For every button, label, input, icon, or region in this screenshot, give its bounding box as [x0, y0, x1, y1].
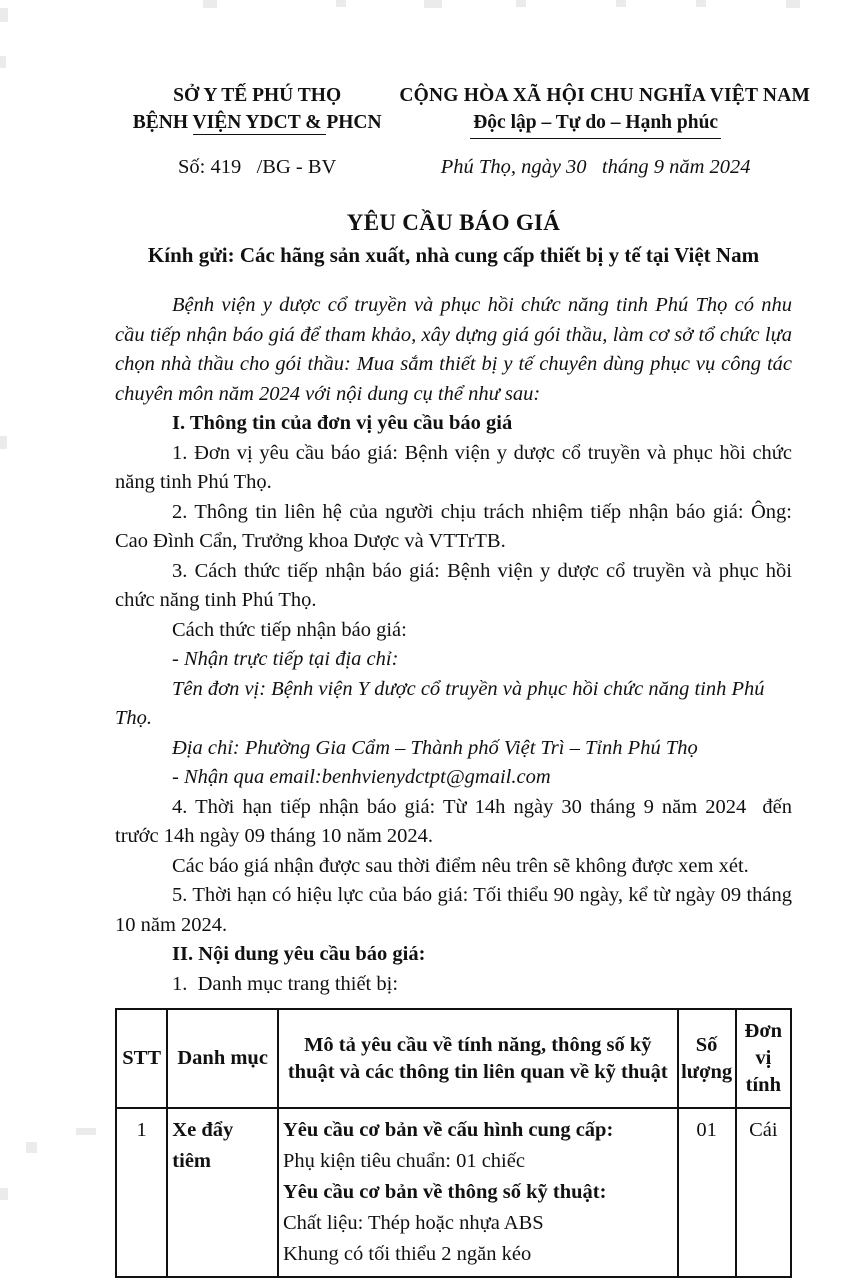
document-title: YÊU CẦU BÁO GIÁ [346, 210, 561, 235]
paragraph-item-4: 4. Thời hạn tiếp nhận báo giá: Từ 14h ngày 30 tháng 9 năm 2024 đến trước 14h ngày 09 tháng 10 năm 2024. [115, 795, 798, 847]
scan-artifact [0, 436, 7, 449]
paragraph-item-5: 5. Thời hạn có hiệu lực của báo giá: Tối thiểu 90 ngày, kể từ ngày 09 tháng 10 năm 2024. [115, 884, 792, 936]
document-recipient: Kính gửi: Các hãng sản xuất, nhà cung cấp thiết bị y tế tại Việt Nam [147, 243, 760, 267]
paragraph-item-1: 1. Đơn vị yêu cầu báo giá: Bệnh viện y dược cổ truyền và phục hồi chức năng tinh Phú Thọ. [115, 441, 792, 493]
paragraph-intro: Bệnh viện y dược cổ truyền và phục hồi chức năng tinh Phú Thọ có nhu cầu tiếp nhận báo giá để tham khảo, xây dựng giá gói thầu, làm cơ sở tổ chức lựa chọn nhà thầu cho gói thầu: Mua sắm thiết bị y tế chuyên dùng phục vụ công tác chuyên môn năm 2024 với nội dung cụ thể như sau: [115, 294, 792, 405]
paragraph-item-3: 3. Cách thức tiếp nhận báo giá: Bệnh viện y dược cổ truyền và phục hồi chức năng tinh Phú Thọ. [115, 559, 792, 611]
column-header-qty: Số lượng [678, 1009, 736, 1108]
description-line: Chất liệu: Thép hoặc nhựa ABS [282, 1212, 544, 1234]
scan-artifact [203, 0, 217, 8]
paragraph-method-address: Địa chỉ: Phường Gia Cẩm – Thành phố Việt Trì – Tỉnh Phú Thọ [172, 736, 698, 759]
agency-parent-name: SỞ Y TẾ PHÚ THỌ [173, 85, 342, 106]
row-quantity: 01 [678, 1108, 736, 1277]
scan-artifact [616, 0, 626, 7]
row-item-description [278, 1108, 678, 1277]
letterhead [115, 82, 811, 139]
scan-artifact [424, 0, 442, 8]
table-header-row [116, 1009, 791, 1108]
scan-artifact [76, 1128, 96, 1135]
document-number: Số: 419 /BG - BV [178, 156, 337, 178]
row-stt: 1 [116, 1108, 167, 1277]
column-header-unit: Đơn vị tính [736, 1009, 791, 1108]
scan-artifact [0, 8, 8, 22]
description-line: Khung có tối thiểu 2 ngăn kéo [282, 1243, 532, 1265]
section-heading-i: I. Thông tin của đơn vị yêu cầu báo giá [172, 412, 513, 434]
description-line: Yêu cầu cơ bản về thông số kỹ thuật: [282, 1181, 607, 1203]
agency-name-underlined: VIỆN YDCT & [192, 112, 327, 133]
paragraph-item-2: 2. Thông tin liên hệ của người chịu trách nhiệm tiếp nhận báo giá: Ông: Cao Đình Cẩn, Trưởng khoa Dược và VTTrTB. [115, 500, 792, 552]
column-header-desc: Mô tả yêu cầu về tính năng, thông số kỹ thuật và các thông tin liên quan về kỹ thuật [278, 1009, 678, 1108]
national-motto-line1: CỘNG HÒA XÃ HỘI CHU NGHĨA VIỆT NAM [399, 85, 811, 106]
column-header-stt: STT [116, 1009, 167, 1108]
reference-row [115, 156, 792, 179]
national-header-block [399, 82, 811, 139]
column-header-name: Danh mục [167, 1009, 278, 1108]
paragraph-method-email: - Nhận qua email:benhvienydctpt@gmail.com [172, 766, 551, 788]
scan-artifact [516, 0, 526, 7]
table-row [116, 1108, 791, 1277]
paragraph-method-direct: - Nhận trực tiếp tại địa chỉ: [172, 648, 399, 670]
paragraph-item-4-note: Các báo giá nhận được sau thời điểm nêu trên sẽ không được xem xét. [172, 854, 749, 877]
issuing-agency-block [115, 82, 399, 139]
description-line: Yêu cầu cơ bản về cấu hình cung cấp: [282, 1119, 614, 1141]
scan-artifact [0, 56, 6, 68]
paragraph-method-intro: Cách thức tiếp nhận báo giá: [172, 618, 407, 641]
document-body [115, 291, 798, 999]
description-line: Phụ kiện tiêu chuẩn: 01 chiếc [282, 1150, 525, 1172]
paragraph-method-unit: Tên đơn vị: Bệnh viện Y dược cổ truyền và phục hồi chức năng tinh Phú Thọ. [115, 677, 765, 729]
section-heading-ii: II. Nội dung yêu cầu báo giá: [172, 943, 426, 965]
row-item-name: Xe đẩy tiêm [167, 1108, 278, 1277]
scan-artifact [786, 0, 800, 8]
scan-artifact [26, 1142, 37, 1153]
row-unit: Cái [736, 1108, 791, 1277]
agency-name: BỆNH VIỆN YDCT & PHCN [132, 112, 382, 133]
equipment-table [115, 1008, 792, 1278]
place-date-line: Phú Thọ, ngày 30 tháng 9 năm 2024 [440, 156, 751, 178]
scan-artifact [0, 1188, 8, 1200]
scan-artifact [336, 0, 346, 7]
paragraph-list-intro: 1. Danh mục trang thiết bị: [172, 972, 399, 995]
scan-artifact [696, 0, 706, 7]
national-motto-line2: Độc lập – Tự do – Hạnh phúc [399, 109, 792, 139]
